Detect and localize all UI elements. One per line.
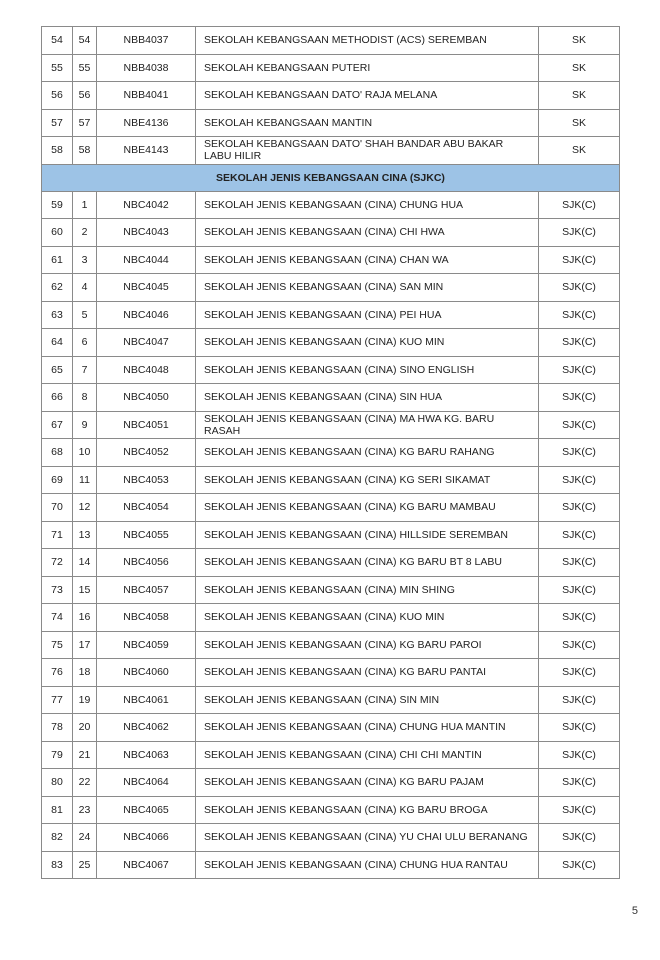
sub-number: 24 [73, 824, 97, 852]
school-name: SEKOLAH JENIS KEBANGSAAN (CINA) PEI HUA [196, 301, 539, 329]
table-row [42, 631, 620, 659]
school-name: SEKOLAH JENIS KEBANGSAAN (CINA) CHI HWA [196, 219, 539, 247]
school-code: NBC4045 [97, 274, 196, 302]
school-name: SEKOLAH JENIS KEBANGSAAN (CINA) SIN HUA [196, 384, 539, 412]
row-number: 80 [42, 769, 73, 797]
school-type: SJK(C) [539, 714, 620, 742]
table-row [42, 851, 620, 879]
sub-number: 5 [73, 301, 97, 329]
school-name: SEKOLAH JENIS KEBANGSAAN (CINA) CHI CHI MANTIN [196, 741, 539, 769]
row-number: 71 [42, 521, 73, 549]
school-name: SEKOLAH JENIS KEBANGSAAN (CINA) CHAN WA [196, 246, 539, 274]
table-row [42, 604, 620, 632]
sub-number: 55 [73, 54, 97, 82]
row-number: 60 [42, 219, 73, 247]
school-type: SJK(C) [539, 576, 620, 604]
school-name: SEKOLAH JENIS KEBANGSAAN (CINA) MIN SHING [196, 576, 539, 604]
row-number: 65 [42, 356, 73, 384]
sub-number: 10 [73, 439, 97, 467]
school-code: NBC4061 [97, 686, 196, 714]
row-number: 70 [42, 494, 73, 522]
table-row [42, 439, 620, 467]
table-row [42, 714, 620, 742]
sub-number: 1 [73, 191, 97, 219]
row-number: 75 [42, 631, 73, 659]
table-row [42, 274, 620, 302]
row-number: 59 [42, 191, 73, 219]
school-name: SEKOLAH JENIS KEBANGSAAN (CINA) KG BARU PANTAI [196, 659, 539, 687]
school-type: SK [539, 109, 620, 137]
table-body-sk [42, 27, 620, 165]
row-number: 73 [42, 576, 73, 604]
sub-number: 12 [73, 494, 97, 522]
school-code: NBB4041 [97, 82, 196, 110]
school-code: NBC4057 [97, 576, 196, 604]
school-code: NBC4052 [97, 439, 196, 467]
school-code: NBB4037 [97, 27, 196, 55]
table-row [42, 796, 620, 824]
school-code: NBC4059 [97, 631, 196, 659]
school-code: NBC4050 [97, 384, 196, 412]
table-row [42, 576, 620, 604]
table-row [42, 329, 620, 357]
sub-number: 17 [73, 631, 97, 659]
school-type: SJK(C) [539, 741, 620, 769]
school-code: NBC4046 [97, 301, 196, 329]
sub-number: 6 [73, 329, 97, 357]
school-code: NBC4064 [97, 769, 196, 797]
school-code: NBC4065 [97, 796, 196, 824]
school-code: NBC4063 [97, 741, 196, 769]
row-number: 67 [42, 411, 73, 439]
sub-number: 20 [73, 714, 97, 742]
sub-number: 18 [73, 659, 97, 687]
sub-number: 3 [73, 246, 97, 274]
row-number: 57 [42, 109, 73, 137]
sub-number: 56 [73, 82, 97, 110]
row-number: 56 [42, 82, 73, 110]
school-name: SEKOLAH KEBANGSAAN DATO' SHAH BANDAR ABU BAKAR LABU HILIR [196, 137, 539, 165]
school-name: SEKOLAH JENIS KEBANGSAAN (CINA) KUO MIN [196, 604, 539, 632]
sub-number: 11 [73, 466, 97, 494]
row-number: 66 [42, 384, 73, 412]
sub-number: 19 [73, 686, 97, 714]
school-name: SEKOLAH JENIS KEBANGSAAN (CINA) KG BARU BROGA [196, 796, 539, 824]
school-code: NBC4067 [97, 851, 196, 879]
row-number: 79 [42, 741, 73, 769]
school-name: SEKOLAH JENIS KEBANGSAAN (CINA) SINO ENGLISH [196, 356, 539, 384]
school-type: SJK(C) [539, 384, 620, 412]
school-name: SEKOLAH JENIS KEBANGSAAN (CINA) SIN MIN [196, 686, 539, 714]
school-name: SEKOLAH JENIS KEBANGSAAN (CINA) YU CHAI ULU BERANANG [196, 824, 539, 852]
school-type: SJK(C) [539, 191, 620, 219]
sub-number: 7 [73, 356, 97, 384]
school-code: NBC4044 [97, 246, 196, 274]
school-code: NBC4048 [97, 356, 196, 384]
school-type: SJK(C) [539, 274, 620, 302]
sub-number: 25 [73, 851, 97, 879]
sub-number: 9 [73, 411, 97, 439]
school-name: SEKOLAH JENIS KEBANGSAAN (CINA) KG BARU PAJAM [196, 769, 539, 797]
school-name: SEKOLAH JENIS KEBANGSAAN (CINA) KG SERI SIKAMAT [196, 466, 539, 494]
school-code: NBC4053 [97, 466, 196, 494]
row-number: 77 [42, 686, 73, 714]
page-number: 5 [631, 905, 638, 917]
school-type: SK [539, 82, 620, 110]
sub-number: 4 [73, 274, 97, 302]
table-row [42, 27, 620, 55]
school-code: NBE4143 [97, 137, 196, 165]
school-type: SJK(C) [539, 549, 620, 577]
school-type: SK [539, 27, 620, 55]
sub-number: 58 [73, 137, 97, 165]
school-name: SEKOLAH JENIS KEBANGSAAN (CINA) CHUNG HUA RANTAU [196, 851, 539, 879]
sub-number: 16 [73, 604, 97, 632]
school-code: NBC4058 [97, 604, 196, 632]
sub-number: 2 [73, 219, 97, 247]
table-row [42, 109, 620, 137]
school-code: NBC4062 [97, 714, 196, 742]
row-number: 54 [42, 27, 73, 55]
school-code: NBC4054 [97, 494, 196, 522]
school-name: SEKOLAH JENIS KEBANGSAAN (CINA) KG BARU MAMBAU [196, 494, 539, 522]
sub-number: 54 [73, 27, 97, 55]
table-row [42, 384, 620, 412]
school-type: SJK(C) [539, 604, 620, 632]
table-row [42, 82, 620, 110]
school-name: SEKOLAH JENIS KEBANGSAAN (CINA) CHUNG HUA [196, 191, 539, 219]
school-type: SJK(C) [539, 246, 620, 274]
table-row [42, 246, 620, 274]
school-type: SK [539, 54, 620, 82]
row-number: 68 [42, 439, 73, 467]
sub-number: 8 [73, 384, 97, 412]
school-type: SJK(C) [539, 824, 620, 852]
school-type: SK [539, 137, 620, 165]
row-number: 69 [42, 466, 73, 494]
school-name: SEKOLAH JENIS KEBANGSAAN (CINA) MA HWA KG. BARU RASAH [196, 411, 539, 439]
school-type: SJK(C) [539, 521, 620, 549]
table-row [42, 54, 620, 82]
school-name: SEKOLAH JENIS KEBANGSAAN (CINA) KG BARU RAHANG [196, 439, 539, 467]
school-name: SEKOLAH KEBANGSAAN METHODIST (ACS) SEREMBAN [196, 27, 539, 55]
school-type: SJK(C) [539, 411, 620, 439]
sub-number: 14 [73, 549, 97, 577]
sub-number: 21 [73, 741, 97, 769]
table-row [42, 741, 620, 769]
school-type: SJK(C) [539, 659, 620, 687]
school-code: NBC4043 [97, 219, 196, 247]
school-name: SEKOLAH JENIS KEBANGSAAN (CINA) HILLSIDE SEREMBAN [196, 521, 539, 549]
school-type: SJK(C) [539, 851, 620, 879]
row-number: 61 [42, 246, 73, 274]
table-row [42, 301, 620, 329]
school-name: SEKOLAH KEBANGSAAN MANTIN [196, 109, 539, 137]
row-number: 78 [42, 714, 73, 742]
school-type: SJK(C) [539, 466, 620, 494]
school-type: SJK(C) [539, 796, 620, 824]
table-row [42, 659, 620, 687]
school-code: NBC4056 [97, 549, 196, 577]
sub-number: 23 [73, 796, 97, 824]
school-type: SJK(C) [539, 686, 620, 714]
table-row [42, 494, 620, 522]
school-code: NBB4038 [97, 54, 196, 82]
school-type: SJK(C) [539, 631, 620, 659]
row-number: 83 [42, 851, 73, 879]
school-code: NBC4042 [97, 191, 196, 219]
school-name: SEKOLAH JENIS KEBANGSAAN (CINA) SAN MIN [196, 274, 539, 302]
row-number: 72 [42, 549, 73, 577]
school-name: SEKOLAH JENIS KEBANGSAAN (CINA) KG BARU PAROI [196, 631, 539, 659]
school-type: SJK(C) [539, 219, 620, 247]
school-name: SEKOLAH JENIS KEBANGSAAN (CINA) KUO MIN [196, 329, 539, 357]
row-number: 76 [42, 659, 73, 687]
school-type: SJK(C) [539, 329, 620, 357]
school-type: SJK(C) [539, 301, 620, 329]
table-row [42, 191, 620, 219]
school-code: NBC4055 [97, 521, 196, 549]
school-code: NBC4060 [97, 659, 196, 687]
row-number: 81 [42, 796, 73, 824]
table-row [42, 521, 620, 549]
row-number: 62 [42, 274, 73, 302]
table-row [42, 769, 620, 797]
table-row [42, 549, 620, 577]
table-row [42, 219, 620, 247]
school-name: SEKOLAH JENIS KEBANGSAAN (CINA) KG BARU BT 8 LABU [196, 549, 539, 577]
school-type: SJK(C) [539, 769, 620, 797]
school-code: NBC4066 [97, 824, 196, 852]
table-row [42, 686, 620, 714]
row-number: 58 [42, 137, 73, 165]
table-row [42, 411, 620, 439]
row-number: 63 [42, 301, 73, 329]
sub-number: 13 [73, 521, 97, 549]
school-code: NBE4136 [97, 109, 196, 137]
table-row [42, 466, 620, 494]
school-type: SJK(C) [539, 439, 620, 467]
school-code: NBC4047 [97, 329, 196, 357]
school-type: SJK(C) [539, 356, 620, 384]
school-list-table [41, 26, 620, 879]
sub-number: 22 [73, 769, 97, 797]
school-name: SEKOLAH KEBANGSAAN DATO' RAJA MELANA [196, 82, 539, 110]
school-name: SEKOLAH JENIS KEBANGSAAN (CINA) CHUNG HUA MANTIN [196, 714, 539, 742]
row-number: 74 [42, 604, 73, 632]
table-row [42, 137, 620, 165]
row-number: 55 [42, 54, 73, 82]
section-header-row [42, 164, 620, 191]
section-header-group [42, 164, 620, 191]
school-code: NBC4051 [97, 411, 196, 439]
table-body-sjkc [42, 191, 620, 879]
table-row [42, 824, 620, 852]
sub-number: 15 [73, 576, 97, 604]
sub-number: 57 [73, 109, 97, 137]
row-number: 64 [42, 329, 73, 357]
school-type: SJK(C) [539, 494, 620, 522]
school-name: SEKOLAH KEBANGSAAN PUTERI [196, 54, 539, 82]
row-number: 82 [42, 824, 73, 852]
section-title: SEKOLAH JENIS KEBANGSAAN CINA (SJKC) [42, 164, 620, 191]
table-row [42, 356, 620, 384]
